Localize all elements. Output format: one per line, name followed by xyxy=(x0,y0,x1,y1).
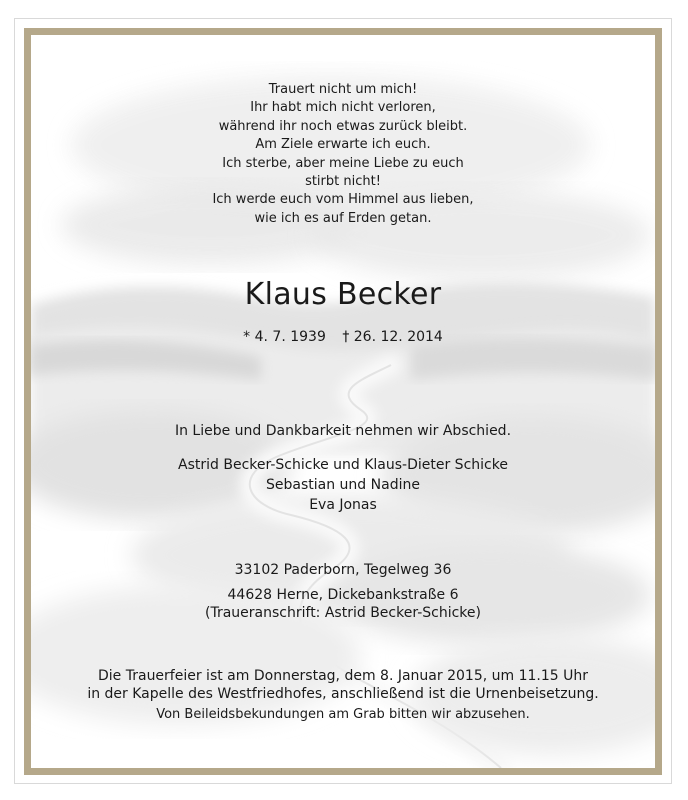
service-line-2: in der Kapelle des Westfriedhofes, anschließend ist die Urnenbeisetzung. xyxy=(87,686,599,702)
gold-frame xyxy=(24,28,662,775)
poem-line: während ihr noch etwas zurück bleibt. xyxy=(218,118,468,134)
mourner-line: Eva Jonas xyxy=(309,497,377,513)
poem-line: Ich werde euch vom Himmel aus lieben, xyxy=(212,192,474,208)
farewell-text: In Liebe und Dankbarkeit nehmen wir Abschied. xyxy=(174,423,512,439)
poem-line: Trauert nicht um mich! xyxy=(268,82,418,97)
death-date: † 26. 12. 2014 xyxy=(342,329,443,345)
birth-date: * 4. 7. 1939 xyxy=(243,329,326,345)
poem-line: Am Ziele erwarte ich euch. xyxy=(255,137,431,153)
poem xyxy=(31,81,655,228)
poem-line: stirbt nicht! xyxy=(305,174,381,190)
address-herne: 44628 Herne, Dickebankstraße 6 xyxy=(227,587,459,603)
mourners-list xyxy=(31,455,655,515)
address-herne-block xyxy=(31,586,655,622)
mourner-line: Sebastian und Nadine xyxy=(266,477,420,493)
address-paderborn: 33102 Paderborn, Tegelweg 36 xyxy=(234,562,452,578)
deceased-name: Klaus Becker xyxy=(244,277,442,312)
service-line-3: Von Beileidsbekundungen am Grab bitten wir abzusehen. xyxy=(156,707,530,722)
mourning-address: (Traueranschrift: Astrid Becker-Schicke) xyxy=(205,605,481,621)
poem-line: Ihr habt mich nicht verloren, xyxy=(250,100,436,116)
service-line-1: Die Trauerfeier ist am Donnerstag, dem 8. Januar 2015, um 11.15 Uhr xyxy=(98,668,588,684)
poem-line: Ich sterbe, aber meine Liebe zu euch xyxy=(222,155,464,171)
mourner-line: Astrid Becker-Schicke und Klaus-Dieter Schicke xyxy=(178,457,508,473)
poem-line: wie ich es auf Erden getan. xyxy=(254,210,432,226)
life-dates xyxy=(31,328,655,346)
funeral-service-info xyxy=(31,667,655,724)
